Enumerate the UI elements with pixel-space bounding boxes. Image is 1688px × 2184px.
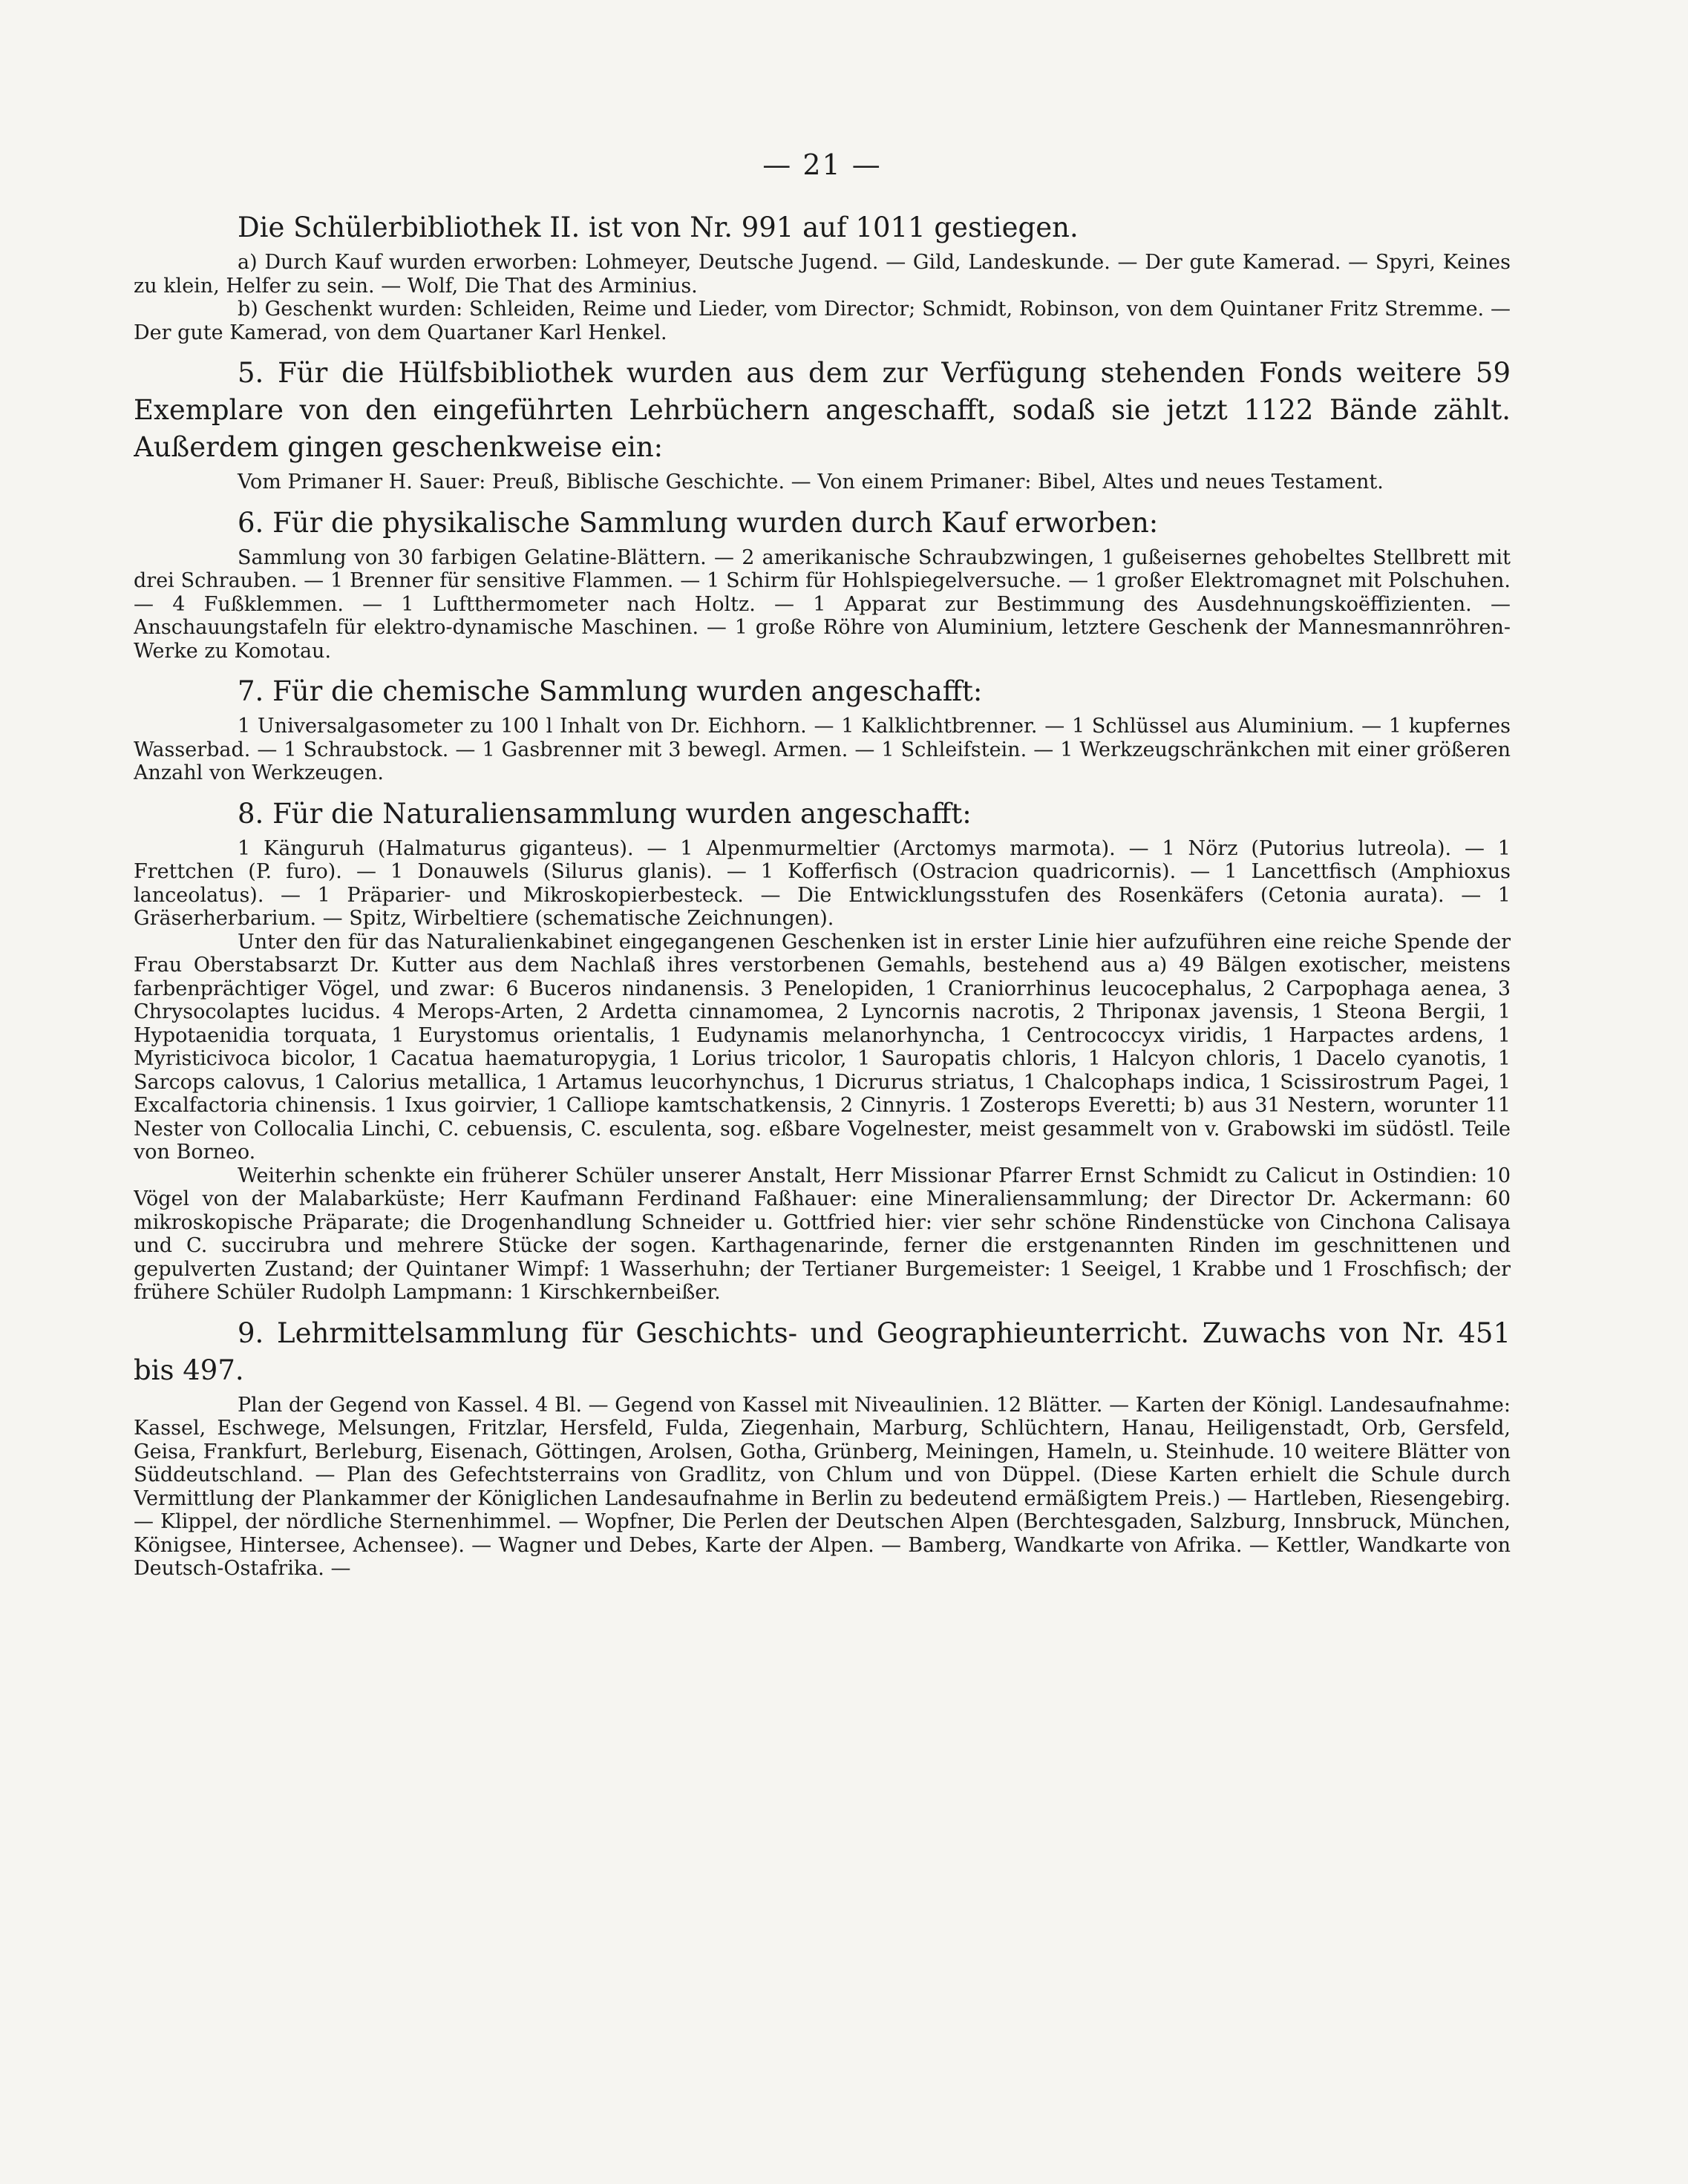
section-heading: 9. Lehrmittelsammlung für Geschichts- und Geographieunterricht. Zuwachs von Nr. 451 bis 497. (134, 1316, 1511, 1386)
section-naturaliensammlung (134, 796, 1511, 1305)
paragraph-kutter-donation: Unter den für das Naturalienkabinet eingegangenen Geschenken ist in erster Linie hier aufzuführen eine reiche Spende der Frau Oberstabsarzt Dr. Kutter aus dem Nachlaß ihres verstorbenen Gemahls, bestehend aus a) 49 Bälgen exotischer, meistens farbenprächtiger Vögel, und zwar: 6 Buceros nindanensis. 3 Penelopiden, 1 Craniorrhinus leucocephalus, 2 Carpophaga aenea, 3 Chrysocolaptes lucidus. 4 Merops-Arten, 2 Ardetta cinnamomea, 2 Lyncornis nacrotis, 2 Thriponax javensis, 1 Steona Bergii, 1 Hypotaenidia torquata, 1 Eurystomus orientalis, 1 Eudynamis melanorhyncha, 1 Centrococcyx viridis, 1 Harpactes ardens, 1 Myristicivoca bicolor, 1 Cacatua haematuropygia, 1 Lorius tricolor, 1 Sauropatis chloris, 1 Halcyon chloris, 1 Dacelo cyanotis, 1 Sarcops calovus, 1 Calorius metallica, 1 Artamus leucorhynchus, 1 Dicrurus striatus, 1 Chalcophaps indica, 1 Scissirostrum Pagei, 1 Excalfactoria chinensis. 1 Ixus goirvier, 1 Calliope kamtschatkensis, 2 Cinnyris. 1 Zosterops Everetti; b) aus 31 Nestern, worunter 11 Nester von Collocalia Linchi, C. cebuensis, C. esculenta, sog. eßbare Vogelnester, meist gesammelt von v. Grabowski im südöstl. Teile von Borneo. (134, 930, 1511, 1164)
paragraph-body: Sammlung von 30 farbigen Gelatine-Blättern. — 2 amerikanische Schraubzwingen, 1 gußeisernes gehobeltes Stellbrett mit drei Schrauben. — 1 Brenner für sensitive Flammen. — 1 Schirm für Hohlspiegelversuche. — 1 großer Elektromagnet mit Polschuhen. — 4 Fußklemmen. — 1 Luftthermometer nach Holtz. — 1 Apparat zur Bestimmung des Ausdehnungskoëffizienten. — Anschauungstafeln für elektro-dynamische Maschinen. — 1 große Röhre von Aluminium, letztere Geschenk der Mannesmannröhren-Werke zu Komotau. (134, 545, 1511, 663)
paragraph-donated: b) Geschenkt wurden: Schleiden, Reime und Lieder, vom Director; Schmidt, Robinson, von dem Quintaner Fritz Stremme. — Der gute Kamerad, von dem Quartaner Karl Henkel. (134, 298, 1511, 344)
page-number: — 21 — (762, 148, 882, 181)
paragraph-body: Vom Primaner H. Sauer: Preuß, Biblische Geschichte. — Von einem Primaner: Bibel, Altes und neues Testament. (238, 470, 1384, 493)
section-heading: 7. Für die chemische Sammlung wurden angeschafft: (238, 675, 983, 707)
section-heading: 6. Für die physikalische Sammlung wurden durch Kauf erworben: (238, 506, 1159, 539)
section-huelfsbibliothek (134, 355, 1511, 494)
section-schuelerbibliothek (134, 209, 1511, 344)
section-chemische-sammlung (134, 673, 1511, 785)
section-heading: 5. Für die Hülfsbibliothek wurden aus dem zur Verfügung stehenden Fonds weitere 59 Exemplare von den eingeführten Lehrbüchern angeschafft, sodaß sie jetzt 1122 Bände zählt. Außerdem gingen geschenkweise ein: (134, 357, 1511, 463)
document-page (134, 148, 1511, 2152)
paragraph-further-donations: Weiterhin schenkte ein früherer Schüler unserer Anstalt, Herr Missionar Pfarrer Ernst Schmidt zu Calicut in Ostindien: 10 Vögel von der Malabarküste; Herr Kaufmann Ferdinand Faßhauer: eine Mineraliensammlung; der Director Dr. Ackermann: 60 mikroskopische Präparate; die Drogenhandlung Schneider u. Gottfried hier: vier sehr schöne Rindenstücke von Cinchona Calisaya und C. succirubra und mehrere Stücke der sogen. Karthagenarinde, ferner die erstgenannten Rinden im geschnittenen und gepulverten Zustand; der Quintaner Wimpf: 1 Wasserhuhn; der Tertianer Burgemeister: 1 Seeigel, 1 Krabbe und 1 Froschfisch; der frühere Schüler Rudolph Lampmann: 1 Kirschkernbeißer. (134, 1164, 1511, 1304)
paragraph-body: Plan der Gegend von Kassel. 4 Bl. — Gegend von Kassel mit Niveaulinien. 12 Blätter. — Karten der Königl. Landesaufnahme: Kassel, Eschwege, Melsungen, Fritzlar, Hersfeld, Fulda, Ziegenhain, Marburg, Schlüchtern, Hanau, Heiligenstadt, Orb, Gersfeld, Geisa, Frankfurt, Berleburg, Eisenach, Göttingen, Arolsen, Gotha, Grünberg, Meiningen, Hameln, u. Steinhude. 10 weitere Blätter von Süddeutschland. — Plan des Gefechtsterrains von Gradlitz, von Chlum und von Düppel. (Diese Karten erhielt die Schule durch Vermittlung der Plankammer der Königlichen Landesaufnahme in Berlin zu bedeutend ermäßigtem Preis.) — Hartleben, Riesengebirg. — Klippel, der nördliche Sternenhimmel. — Wopfner, Die Perlen der Deutschen Alpen (Berchtesgaden, Salzburg, Innsbruck, München, Königsee, Hintersee, Achensee). — Wagner und Debes, Karte der Alpen. — Bamberg, Wandkarte von Afrika. — Kettler, Wandkarte von Deutsch-Ostafrika. — (134, 1393, 1511, 1580)
section-lehrmittelsammlung (134, 1315, 1511, 1581)
section-physikalische-sammlung (134, 505, 1511, 663)
paragraph-purchases: 1 Känguruh (Halmaturus giganteus). — 1 Alpenmurmeltier (Arctomys marmota). — 1 Nörz (Putorius lutreola). — 1 Frettchen (P. furo). — 1 Donauwels (Silurus glanis). — 1 Kofferfisch (Ostracion quadricornis). — 1 Lancettfisch (Amphioxus lanceolatus). — 1 Präparier- und Mikroskopierbesteck. — Die Entwicklungsstufen des Rosenkäfers (Cetonia aurata). — 1 Gräserherbarium. — Spitz, Wirbeltiere (schematische Zeichnungen). (134, 836, 1511, 930)
section-heading: 8. Für die Naturaliensammlung wurden angeschafft: (238, 797, 972, 830)
paragraph-body: 1 Universalgasometer zu 100 l Inhalt von Dr. Eichhorn. — 1 Kalklichtbrenner. — 1 Schlüssel aus Aluminium. — 1 kupfernes Wasserbad. — 1 Schraubstock. — 1 Gasbrenner mit 3 bewegl. Armen. — 1 Schleifstein. — 1 Werkzeugschränkchen mit einer größeren Anzahl von Werkzeugen. (134, 715, 1511, 784)
section-heading: Die Schülerbibliothek II. ist von Nr. 991 auf 1011 gestiegen. (238, 211, 1079, 243)
paragraph-purchased: a) Durch Kauf wurden erworben: Lohmeyer, Deutsche Jugend. — Gild, Landeskunde. — Der gute Kamerad. — Spyri, Keines zu klein, Helfer zu sein. — Wolf, Die That des Arminius. (134, 251, 1511, 298)
